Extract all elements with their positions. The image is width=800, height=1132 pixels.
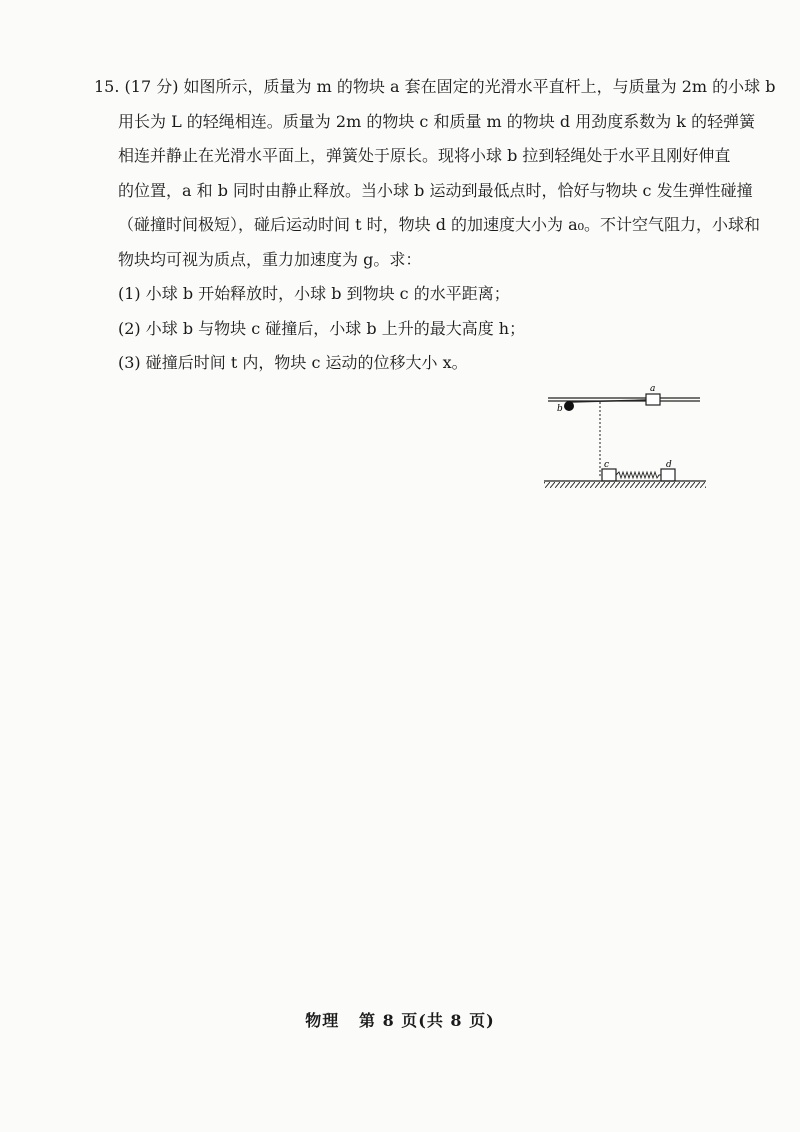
question-15 [94,70,776,381]
label-d: d [666,460,672,470]
question-part-1: (1) 小球 b 开始释放时，小球 b 到物块 c 的水平距离； [118,284,510,303]
question-line: （碰撞时间极短），碰后运动时间 t 时，物块 d 的加速度大小为 a₀。不计空气阻力，小球和 [118,215,761,234]
question-part-2: (2) 小球 b 与物块 c 碰撞后，小球 b 上升的最大高度 h； [118,318,526,338]
block-a [646,394,660,405]
question-line: 用长为 L 的轻绳相连。质量为 2m 的物块 c 和质量 m 的物块 d 用劲度系数为 k 的轻弹簧 [118,111,756,131]
label-a: a [650,384,656,394]
label-b: b [557,404,563,414]
block-c [602,469,616,481]
page-footer [0,1008,800,1031]
ground-surface [544,481,706,488]
label-c: c [604,460,610,470]
light-rope [570,400,646,402]
question-part-3: (3) 碰撞后时间 t 内，物块 c 运动的位移大小 x。 [118,353,468,372]
physics-diagram [540,380,710,495]
spring [616,472,661,478]
footer-page-number: 第 8 页(共 8 页) [359,1011,495,1030]
question-line: 15. (17 分) 如图所示，质量为 m 的物块 a 套在固定的光滑水平直杆上，与质量为 2m 的小球 b [94,77,776,96]
question-line: 物块均可视为质点，重力加速度为 g。求： [118,249,422,269]
question-line: 相连并静止在光滑水平面上，弹簧处于原长。现将小球 b 拉到轻绳处于水平且刚好伸直 [118,146,731,165]
block-d [661,469,675,481]
footer-subject: 物理 [305,1011,340,1030]
ball-b [564,401,574,411]
question-line: 的位置，a 和 b 同时由静止释放。当小球 b 运动到最低点时，恰好与物块 c 发生弹性碰撞 [118,180,753,200]
